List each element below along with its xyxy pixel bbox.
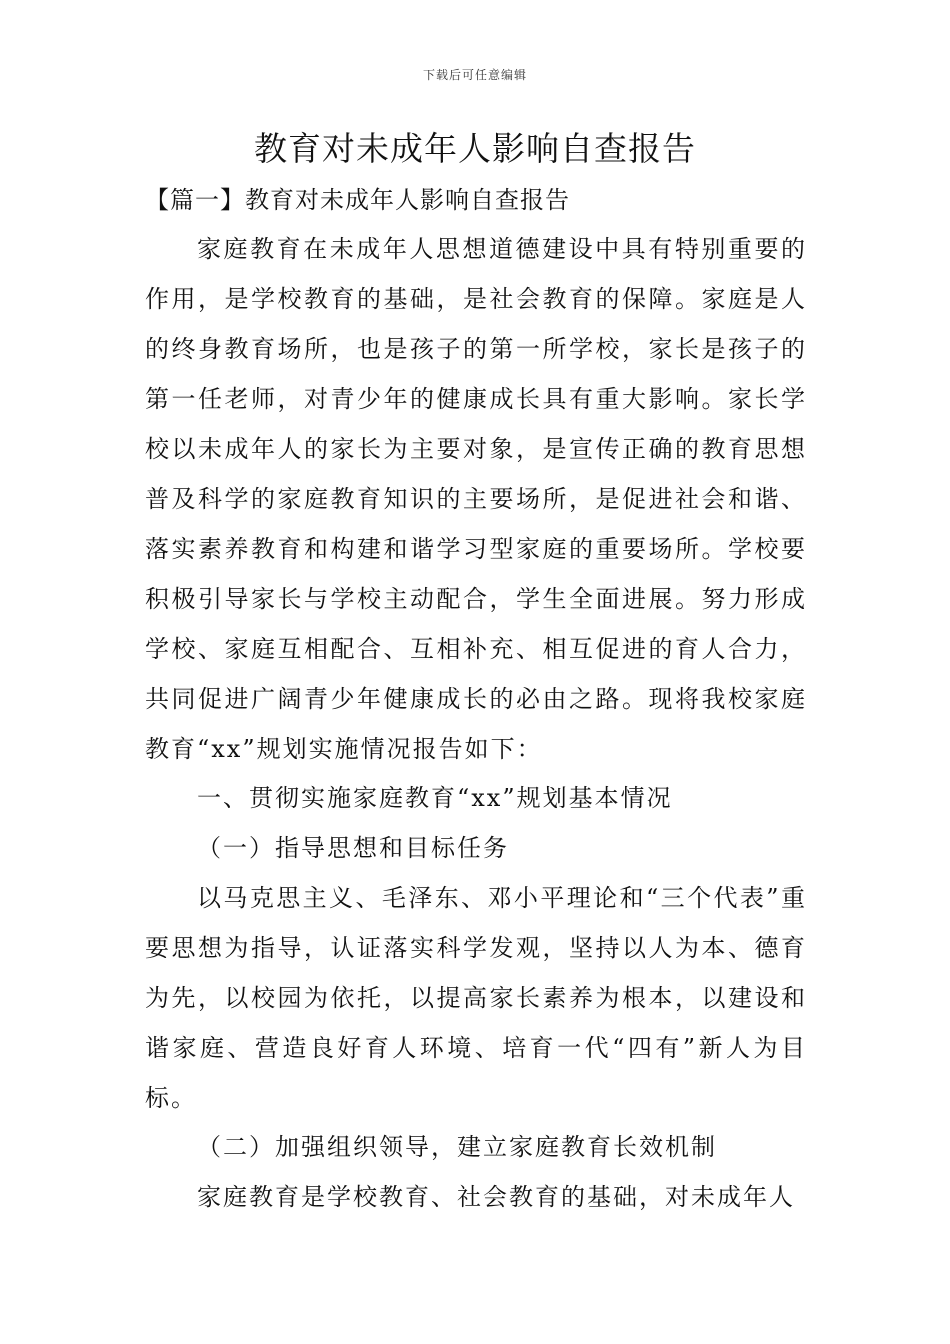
paragraph-intro: 家庭教育在未成年人思想道德建设中具有特别重要的作用，是学校教育的基础，是社会教育的保障。家庭是人的终身教育场所，也是孩子的第一所学校，家长是孩子的第一任老师，对青少年的健康成长具有重大影响。家长学校以未成年人的家长为主要对象，是宣传正确的教育思想普及科学的家庭教育知识的主要场所，是促进社会和谐、落实素养教育和构建和谐学习型家庭的重要场所。学校要积极引导家长与学校主动配合，学生全面进展。努力形成学校、家庭互相配合、互相补充、相互促进的育人合力，共同促进广阔青少年健康成长的必由之路。现将我校家庭教育“xx”规划实施情况报告如下： — [145, 235, 807, 763]
subheading-organization: （二）加强组织领导，建立家庭教育长效机制 — [197, 1133, 717, 1161]
subheading-basic-situation: 一、贯彻实施家庭教育“xx”规划基本情况 — [197, 784, 673, 812]
paragraph-organization: 家庭教育是学校教育、社会教育的基础，对未成年人 — [197, 1183, 795, 1211]
page-header-note: 下载后可任意编辑 — [422, 68, 527, 82]
paragraph-guiding-ideology: 以马克思主义、毛泽东、邓小平理论和“三个代表”重要思想为指导，认证落实科学发观，坚持以人为本、德育为先，以校园为依托，以提高家长素养为根本，以建设和谐家庭、营造良好育人环境、培育一代“四有”新人为目标。 — [145, 884, 807, 1112]
document-title: 教育对未成年人影响自查报告 — [254, 129, 696, 168]
subheading-guiding-ideology: （一）指导思想和目标任务 — [197, 834, 509, 862]
section-heading: 【篇一】教育对未成年人影响自查报告 — [145, 186, 570, 214]
